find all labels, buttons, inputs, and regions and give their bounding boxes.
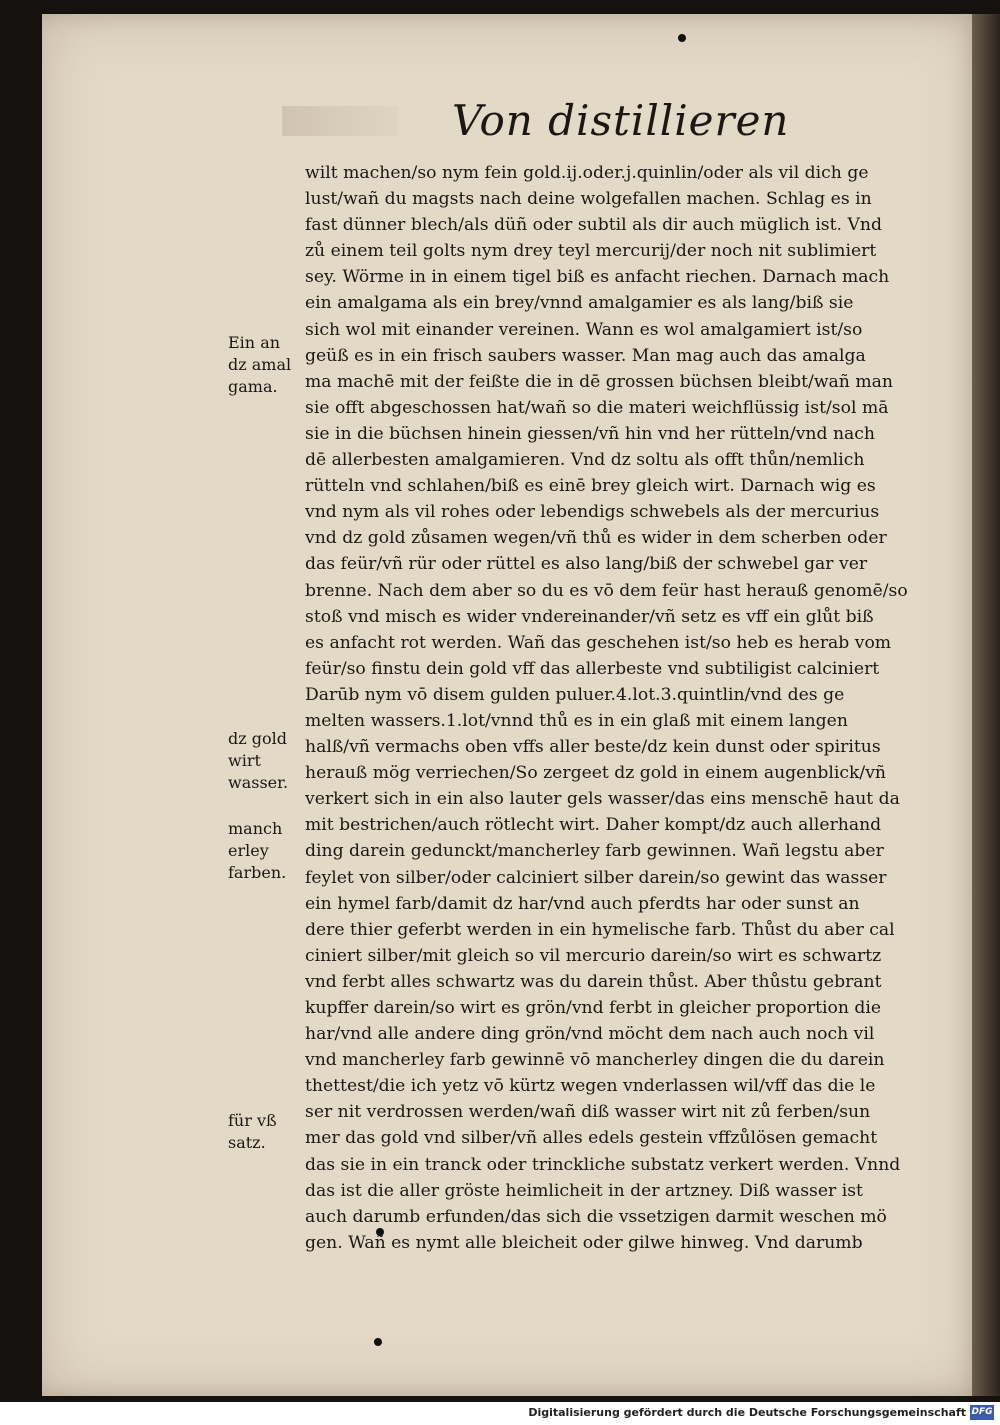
text-line: verkert sich in ein also lauter gels wasser/das eins menschē haut da [305, 789, 900, 810]
text-line: har/vnd alle andere ding grön/vnd möcht dem nach auch noch vil [305, 1024, 875, 1045]
marginal-line: farben. [228, 863, 287, 882]
page-edge [972, 14, 1000, 1396]
marginal-line: gama. [228, 377, 278, 396]
text-line: ciniert silber/mit gleich so vil mercurio darein/so wirt es schwartz [305, 945, 882, 966]
text-line: vnd nym als vil rohes oder lebendigs schwebels als der mercurius [305, 502, 880, 523]
text-line: thettest/die ich yetz vō kürtz wegen vnderlassen wil/vff das die le [305, 1076, 876, 1097]
marginal-note-aussatz [228, 1110, 308, 1154]
marginal-line: für vß [228, 1111, 277, 1130]
dfg-logo: DFG [970, 1405, 994, 1420]
text-line: wilt machen/so nym fein gold.ij.oder.j.quinlin/oder als vil dich ge [305, 163, 869, 183]
bleed-through-shadow [282, 106, 398, 136]
marginal-line: erley [228, 841, 269, 860]
text-line: melten wassers.1.lot/vnnd thů es in ein glaß mit einem langen [305, 710, 848, 731]
text-line: stoß vnd misch es wider vndereinander/vñ setz es vff ein glůt biß [305, 606, 874, 627]
text-line: ein amalgama als ein brey/vnnd amalgamier es als lang/biß sie [305, 293, 854, 314]
text-line: mer das gold vnd silber/vñ alles edels gestein vffzůlösen gemacht [305, 1128, 878, 1149]
running-head: Von distillieren [452, 96, 790, 145]
text-line: rütteln vnd schlahen/biß es einē brey gleich wirt. Darnach wig es [305, 476, 876, 497]
ink-spot [678, 34, 686, 42]
marginal-line: manch [228, 819, 283, 838]
marginal-note-amalgama [228, 332, 308, 398]
body-text [305, 160, 935, 1256]
text-line: herauß mög verriechen/So zergeet dz gold in einem augenblick/vñ [305, 763, 886, 784]
footer-bar [0, 1402, 1000, 1425]
text-line: das ist die aller gröste heimlicheit in der artzney. Diß wasser ist [305, 1180, 863, 1201]
marginal-line: dz amal [228, 355, 292, 374]
marginal-note-gold-wasser [228, 728, 308, 794]
text-line: vnd ferbt alles schwartz was du darein thůst. Aber thůstu gebrant [305, 971, 882, 992]
marginal-note-farben [228, 818, 308, 884]
marginal-line: dz gold [228, 729, 287, 748]
text-line: geüß es in ein frisch saubers wasser. Man mag auch das amalga [305, 345, 866, 366]
text-line: ser nit verdrossen werden/wañ diß wasser wirt nit zů ferben/sun [305, 1102, 871, 1123]
text-line: ma machē mit der feißte die in dē grossen büchsen bleibt/wañ man [305, 371, 893, 392]
text-line: auch darumb erfunden/das sich die vssetzigen darmit weschen mö [305, 1206, 887, 1227]
text-line: Darūb nym vō disem gulden puluer.4.lot.3.quintlin/vnd des ge [305, 684, 845, 705]
funding-credit: Digitalisierung gefördert durch die Deutsche Forschungsgemeinschaft [528, 1406, 966, 1419]
ink-spot [374, 1338, 382, 1346]
text-line: fast dünner blech/als düñ oder subtil als dir auch müglich ist. Vnd [305, 215, 882, 236]
text-line: sie in die büchsen hinein giessen/vñ hin vnd her rütteln/vnd nach [305, 423, 875, 444]
text-line: sie offt abgeschossen hat/wañ so die materi weichflüssig ist/sol mā [305, 397, 889, 418]
text-line: gen. Wañ es nymt alle bleicheit oder gilwe hinweg. Vnd darumb [305, 1232, 863, 1253]
marginal-line: Ein an [228, 333, 281, 352]
text-line: ding darein gedunckt/mancherley farb gewinnen. Wañ legstu aber [305, 841, 884, 862]
text-line: lust/wañ du magsts nach deine wolgefallen machen. Schlag es in [305, 189, 872, 210]
text-line: zů einem teil golts nym drey teyl mercurij/der noch nit sublimiert [305, 241, 877, 262]
marginal-line: wirt [228, 751, 261, 770]
text-line: dē allerbesten amalgamieren. Vnd dz soltu als offt thůn/nemlich [305, 450, 865, 471]
text-line: dere thier geferbt werden in ein hymelische farb. Thůst du aber cal [305, 919, 895, 940]
text-line: sich wol mit einander vereinen. Wann es wol amalgamiert ist/so [305, 319, 863, 340]
text-line: es anfacht rot werden. Wañ das geschehen ist/so heb es herab vom [305, 632, 892, 653]
text-line: ein hymel farb/damit dz har/vnd auch pferdts har oder sunst an [305, 893, 860, 914]
text-line: feylet von silber/oder calciniert silber darein/so gewint das wasser [305, 867, 887, 888]
text-line: feür/so finstu dein gold vff das allerbeste vnd subtiligist calciniert [305, 658, 880, 679]
marginal-line: wasser. [228, 773, 289, 792]
text-line: halß/vñ vermachs oben vffs aller beste/dz kein dunst oder spiritus [305, 737, 881, 758]
text-line: vnd mancherley farb gewinnē vō mancherley dingen die du darein [305, 1050, 885, 1071]
text-line: mit bestrichen/auch rötlecht wirt. Daher kompt/dz auch allerhand [305, 815, 882, 836]
text-line: das sie in ein tranck oder trinckliche substatz verkert werden. Vnnd [305, 1154, 901, 1175]
text-line: kupffer darein/so wirt es grön/vnd ferbt in gleicher proportion die [305, 998, 882, 1018]
text-line: das feür/vñ rür oder rüttel es also lang/biß der schwebel gar ver [305, 554, 868, 575]
text-line: vnd dz gold zůsamen wegen/vñ thů es wider in dem scherben oder [305, 528, 887, 549]
marginal-line: satz. [228, 1133, 266, 1152]
text-line: sey. Wörme in in einem tigel biß es anfacht riechen. Darnach mach [305, 267, 890, 288]
text-line: brenne. Nach dem aber so du es vō dem feür hast herauß genomē/so [305, 580, 908, 601]
